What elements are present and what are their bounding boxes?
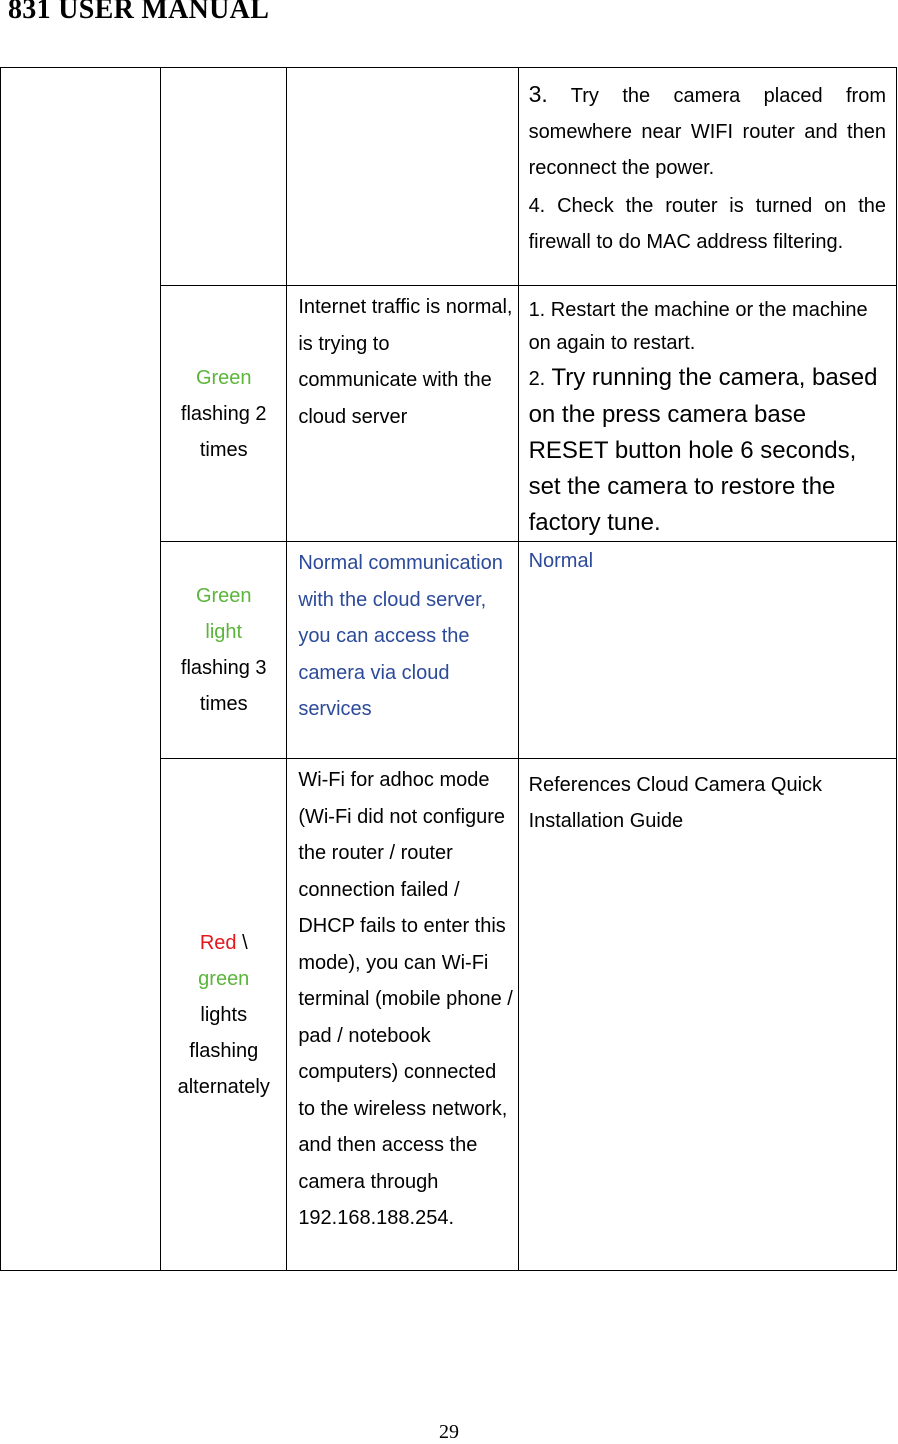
description-cell [287,68,518,286]
solution-step-3: 3. Try the camera placed from somewhere near WIFI router and then reconnect the power. [528,81,886,179]
solution-cell [518,286,896,542]
description-cell: Wi-Fi for adhoc mode (Wi-Fi did not configure the router / router connection failed / DHCP fails to enter this mode), you can Wi-Fi terminal (mobile phone / pad / notebook computers) connected to the wireless network, and then access the camera through 192.168.188.254. [287,759,518,1271]
led-state-cell [161,542,287,759]
solution-step-4: 4. Check the router is turned on the firewall to do MAC address filtering. [528,195,886,253]
led-state-cell [161,759,287,1271]
led-state-line: flashing 2 [180,402,267,425]
led-state-line: Red \ [199,931,248,954]
solution-text: Normal [528,550,594,572]
led-state-cell [161,68,287,286]
led-state-line: lights [200,1003,248,1026]
merged-left-cell [1,68,161,1271]
led-color-word: green [198,967,250,990]
solution-step-2: 2. Try running the camera, based on the press camera base RESET button hole 6 seconds, set the camera to restore the factory tune. [528,364,878,536]
led-color-word: Green [195,366,252,389]
description-cell: Internet traffic is normal, is trying to communicate with the cloud server [287,286,518,542]
page-number: 29 [439,1421,459,1443]
led-color-word: light [205,621,243,643]
led-color-word: Red [199,931,237,954]
led-state-line: alternately [177,1075,270,1098]
led-state-cell [161,286,287,542]
led-state-line: times [199,438,248,461]
table-row [1,68,897,286]
led-state-line: flashing 3 [180,657,267,679]
led-state-line: flashing [189,1039,259,1062]
solution-cell [518,68,896,286]
description-cell: Normal communication with the cloud server, you can access the camera via cloud services [287,542,518,759]
solution-cell [518,759,896,1271]
led-color-word: Green [195,585,252,607]
solution-cell [518,542,896,759]
page-header-title: 831 USER MANUAL [8,0,270,25]
led-status-table [0,67,897,1271]
solution-step-1: 1. Restart the machine or the machine on again to restart. [528,299,868,354]
solution-text: References Cloud Camera Quick Installation Guide [528,774,823,832]
led-state-line: times [199,693,248,715]
